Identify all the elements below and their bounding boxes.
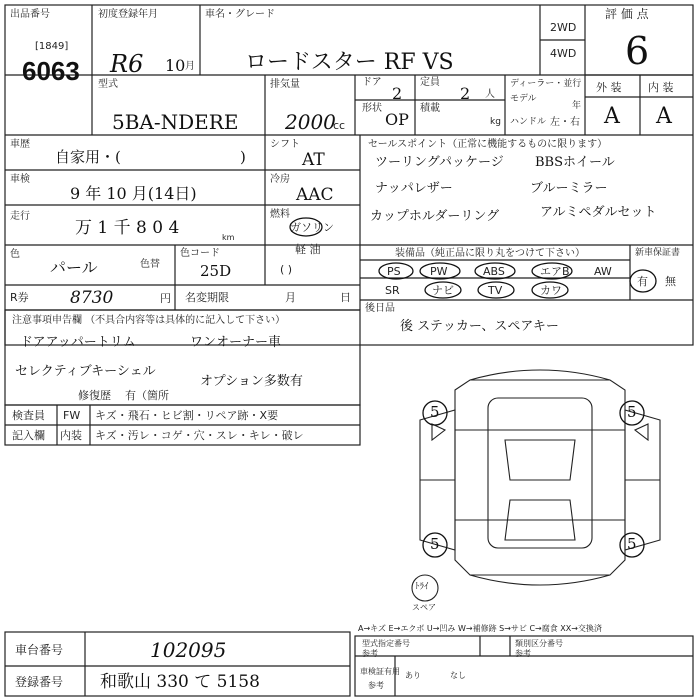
- mileage-label: 走行: [10, 211, 30, 222]
- fw-items: キズ・飛石・ヒビ割・リペア跡・X要: [95, 409, 279, 422]
- legend-tax-label: 車検証有用: [360, 667, 400, 676]
- after-value: 後 ステッカー、スペアキー: [400, 319, 559, 334]
- legend-class-label: 類別区分番号: [515, 639, 563, 648]
- equip-sr: SR: [385, 284, 400, 297]
- capacity-value: 2: [460, 84, 471, 103]
- shape-label: 形状: [362, 103, 382, 114]
- legend-line: A→キズ E→エクボ U→凹み W→補修跡 S→サビ C→腐食 XX→交換済: [358, 624, 602, 633]
- note-line: ドアアッパートリム: [20, 335, 136, 350]
- reg-value: 和歌山 330 て 5158: [100, 672, 260, 692]
- sales-item: BBSホイール: [535, 155, 615, 170]
- inspection-value: 9 年 10 月(14日): [70, 184, 197, 203]
- history-value: 自家用・(: [55, 148, 121, 166]
- fuel-gas: ガソリン: [290, 221, 334, 234]
- interior-grade: A: [656, 104, 672, 129]
- warranty-yes: 有: [637, 275, 648, 288]
- lot-number: 6063: [22, 56, 80, 86]
- damage-mark: 5: [430, 535, 440, 553]
- note-line: ワンオーナー車: [190, 335, 282, 350]
- colorcode-value: 25D: [200, 262, 232, 280]
- spare-label: スペア: [412, 603, 436, 612]
- sales-item: カップホルダーリング: [370, 209, 500, 224]
- displacement-label: 排気量: [270, 79, 300, 90]
- first-reg-label: 初度登録年月: [98, 9, 158, 20]
- dealer-label: ディーラー・並行: [510, 79, 582, 89]
- new-car-label: 新車保証書: [635, 248, 681, 258]
- first-reg-month: 10: [165, 56, 186, 75]
- name-change-day: 日: [340, 291, 351, 304]
- legend-ninen-label: 参考: [515, 649, 531, 658]
- door-value: 2: [392, 84, 403, 103]
- ac-value: AAC: [296, 185, 334, 205]
- displacement-value: 2000: [285, 110, 336, 134]
- displacement-unit: cc: [333, 119, 346, 132]
- legend-ref-label: 参考: [362, 649, 378, 658]
- history-close: ): [240, 148, 246, 166]
- legend-nashi: なし: [450, 671, 466, 680]
- load-label: 積載: [420, 103, 440, 114]
- equip-abs: ABS: [483, 265, 505, 278]
- notes-title: 注意事項申告欄 （不具合内容等は具体的に記入して下さい）: [12, 315, 286, 326]
- equip-aw: AW: [594, 265, 612, 278]
- drive-4wd: 4WD: [550, 47, 577, 60]
- first-reg-year: R6: [110, 50, 144, 78]
- inspection-label: 車検: [10, 174, 30, 185]
- handle-label: ハンドル: [510, 117, 547, 127]
- sales-item: アルミペダルセット: [540, 205, 657, 220]
- exterior-grade: A: [604, 104, 620, 129]
- legend-ari: あり: [405, 671, 421, 680]
- repair-label: 修復歴: [78, 389, 111, 402]
- mileage-value: 万 1 千 8 0 4: [75, 218, 180, 238]
- history-label: 車歴: [10, 139, 30, 150]
- ac-label: 冷房: [270, 174, 290, 185]
- color-change-label: 色替: [140, 259, 160, 270]
- name-label: 車名・グレード: [205, 9, 275, 20]
- color-label: 色: [10, 249, 20, 260]
- sales-item: ツーリングパッケージ: [375, 155, 504, 170]
- after-title: 後日品: [365, 303, 395, 314]
- damage-mark: 5: [627, 403, 637, 421]
- car-name: ロードスター RF VS: [245, 50, 454, 75]
- fuel-diesel: 軽 油: [295, 243, 321, 256]
- recycle-unit: 円: [160, 292, 171, 305]
- legend-shaken-label: 型式指定番号: [362, 639, 410, 648]
- sales-item: ナッパレザー: [375, 181, 453, 196]
- color-value: パール: [50, 258, 98, 277]
- name-change-month: 月: [285, 291, 296, 304]
- door-label: ドア: [362, 77, 382, 88]
- note-line: オプション多数有: [200, 374, 303, 389]
- colorcode-label: 色コード: [180, 248, 220, 259]
- capacity-unit: 人: [485, 89, 495, 100]
- damage-mark: 5: [430, 403, 440, 421]
- model-year-unit: 年: [572, 101, 582, 111]
- sales-item: ブルーミラー: [530, 181, 608, 196]
- interior-label: 内 装: [648, 81, 674, 94]
- drive-2wd: 2WD: [550, 21, 577, 34]
- recycle-value: 8730: [70, 288, 114, 308]
- model-value: 5BA-NDERE: [112, 110, 239, 134]
- shift-value: AT: [302, 150, 325, 170]
- interior-items: キズ・汚レ・コゲ・穴・スレ・キレ・破レ: [95, 429, 304, 442]
- equip-pw: PW: [430, 265, 448, 278]
- reg-label: 登録番号: [15, 675, 64, 689]
- inspector-label-1: 検査員: [12, 409, 45, 422]
- damage-mark: 5: [627, 535, 637, 553]
- exterior-label: 外 装: [596, 81, 622, 94]
- spare-mark: ﾄﾗｲ: [415, 582, 429, 592]
- inspector-label-2: 記入欄: [12, 429, 45, 442]
- equip-airbag: エアB: [540, 265, 570, 278]
- score-value: 6: [625, 29, 650, 73]
- recycle-label: R券: [10, 291, 29, 304]
- chassis-label: 車台番号: [15, 643, 64, 657]
- fuel-other: ( ): [280, 263, 293, 276]
- warranty-no: 無: [665, 275, 676, 288]
- score-label: 評 価 点: [605, 7, 649, 21]
- sales-title: セールスポイント（正常に機能するものに限ります）: [368, 139, 608, 150]
- model-year-label: モデル: [510, 94, 537, 104]
- shape-value: OP: [385, 110, 409, 129]
- fw-label: FW: [63, 409, 81, 422]
- interior-insp-label: 内装: [60, 429, 82, 442]
- equip-ps: PS: [387, 265, 401, 278]
- lot-label: 出品番号: [10, 9, 50, 20]
- repair-value: 有（箇所: [125, 389, 169, 402]
- mileage-unit: km: [222, 233, 235, 242]
- chassis-value: 102095: [150, 638, 227, 662]
- shift-label: シフト: [270, 139, 300, 150]
- legend-ref2: 参考: [368, 681, 384, 690]
- equip-tv: TV: [488, 284, 503, 297]
- fuel-label: 燃料: [270, 209, 290, 220]
- model-label: 型式: [98, 79, 118, 90]
- equip-navi: ナビ: [432, 284, 454, 297]
- name-change-label: 名変期限: [185, 291, 229, 304]
- capacity-label: 定員: [420, 77, 440, 88]
- equipment-title: 装備品（純正品に限り丸をつけて下さい）: [395, 248, 585, 259]
- note-line: セレクティブキーシェル: [15, 364, 156, 379]
- equip-leather: カワ: [540, 284, 562, 297]
- handle-options: 左・右: [550, 117, 580, 128]
- month-unit: 月: [185, 61, 195, 72]
- lot-sub: [1849]: [35, 41, 69, 52]
- load-unit: kg: [490, 117, 501, 127]
